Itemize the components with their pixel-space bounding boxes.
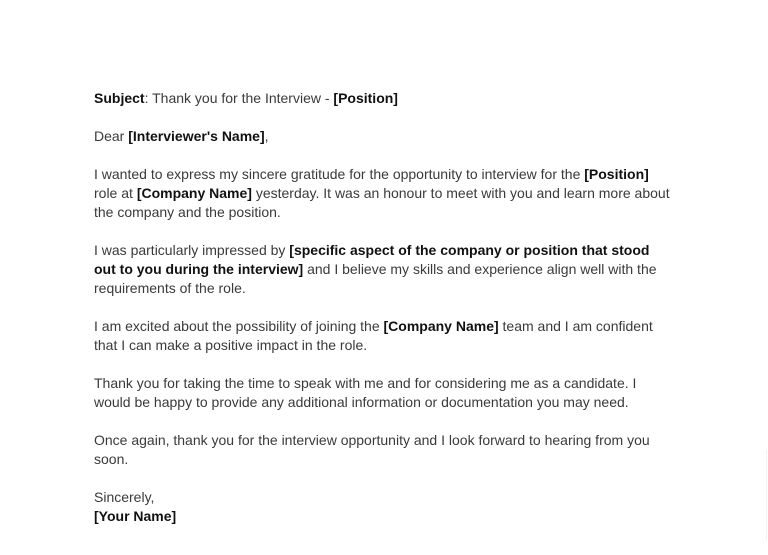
letter-body	[94, 89, 674, 526]
greeting-prefix: Dear	[94, 128, 129, 144]
specific-aspect-placeholder: [specific aspect of the company or position that stood out to you during the interview]	[94, 242, 650, 277]
paragraph-excited	[94, 317, 674, 355]
paragraph-text: team and I am confident that I can make a positive impact in the role.	[94, 318, 653, 353]
paragraph-text: Once again, thank you for the interview opportunity and I look forward to hearing from you soon.	[94, 432, 650, 467]
company-name-placeholder: [Company Name]	[383, 318, 499, 334]
position-placeholder: [Position]	[584, 166, 649, 182]
page-edge-divider	[766, 450, 767, 540]
paragraph-text: yesterday. It was an honour to meet with you and learn more about the company and the position.	[94, 185, 670, 220]
paragraph-once-again	[94, 431, 674, 469]
greeting	[94, 127, 674, 146]
paragraph-text: I was particularly impressed by	[94, 242, 290, 258]
signoff: Sincerely,	[94, 489, 155, 505]
interviewer-name-placeholder: [Interviewer's Name]	[128, 128, 265, 144]
greeting-suffix: ,	[264, 128, 269, 144]
your-name-placeholder: [Your Name]	[94, 508, 177, 524]
company-name-placeholder: [Company Name]	[136, 185, 252, 201]
paragraph-text: Thank you for taking the time to speak with me and for considering me as a candidate. I would be happy to provide any additional information or documentation you may need.	[94, 375, 637, 410]
paragraph-gratitude	[94, 165, 674, 222]
paragraph-text: I wanted to express my sincere gratitude for the opportunity to interview for the	[94, 166, 585, 182]
paragraph-text: and I believe my skills and experience align well with the requirements of the role.	[94, 261, 657, 296]
paragraph-text: I am excited about the possibility of joining the	[94, 318, 384, 334]
closing	[94, 488, 674, 526]
subject-label: Subject	[94, 90, 145, 106]
paragraph-text: role at	[94, 185, 137, 201]
subject-line	[94, 89, 674, 108]
paragraph-impressed	[94, 241, 674, 298]
subject-text: : Thank you for the Interview -	[144, 90, 334, 106]
subject-position-placeholder: [Position]	[333, 90, 398, 106]
paragraph-thanks	[94, 374, 674, 412]
